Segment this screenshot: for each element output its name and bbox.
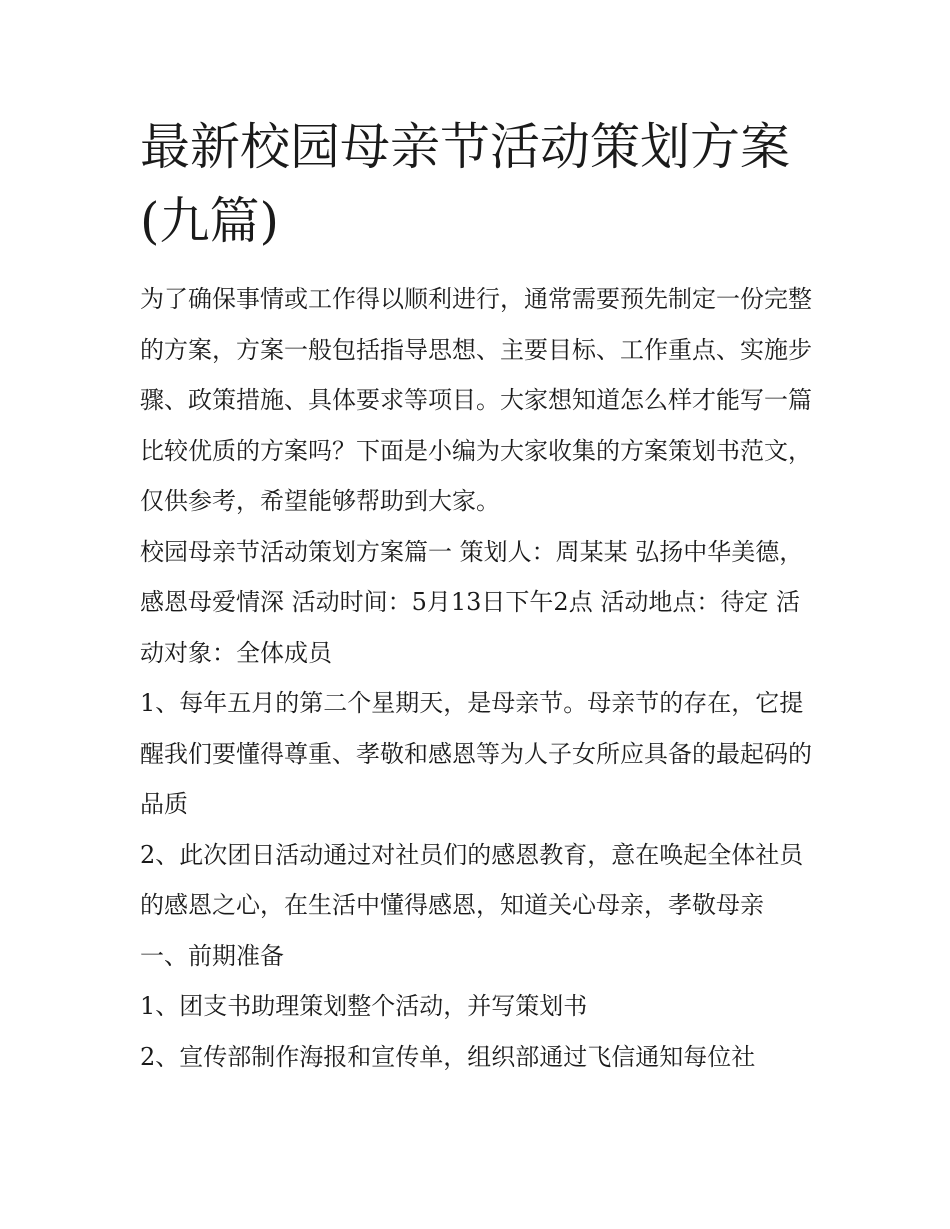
preparation-step-2: 2、宣传部制作海报和宣传单，组织部通过飞信通知每位社 — [140, 1042, 756, 1071]
section-heading-preparation: 一、前期准备 — [140, 941, 284, 970]
preparation-step-1: 1、团支书助理策划整个活动，并写策划书 — [140, 992, 588, 1020]
purpose-point-1: 1、每年五月的第二个星期天，是母亲节。母亲节的存在，它提醒我们要懂得尊重、孝敬和感恩等为人子女所应具备的最起码的品质 — [140, 689, 812, 818]
intro-paragraph: 为了确保事情或工作得以顺利进行，通常需要预先制定一份完整的方案，方案一般包括指导思想、主要目标、工作重点、实施步骤、政策措施、具体要求等项目。大家想知道怎么样才能写一篇比较优质的方案吗？下面是小编为大家收集的方案策划书范文，仅供参考，希望能够帮助到大家。 — [140, 285, 812, 515]
plan-one-header-paragraph: 校园母亲节活动策划方案篇一 策划人：周某某 弘扬中华美德，感恩母爱情深 活动时间：5月13日下午2点 活动地点：待定 活动对象：全体成员 — [140, 537, 804, 667]
document-title: 最新校园母亲节活动策划方案(九篇) — [140, 118, 790, 250]
document-page — [140, 110, 820, 1082]
purpose-point-2: 2、此次团日活动通过对社员们的感恩教育，意在唤起全体社员的感恩之心，在生活中懂得感恩，知道关心母亲，孝敬母亲 — [140, 840, 804, 919]
